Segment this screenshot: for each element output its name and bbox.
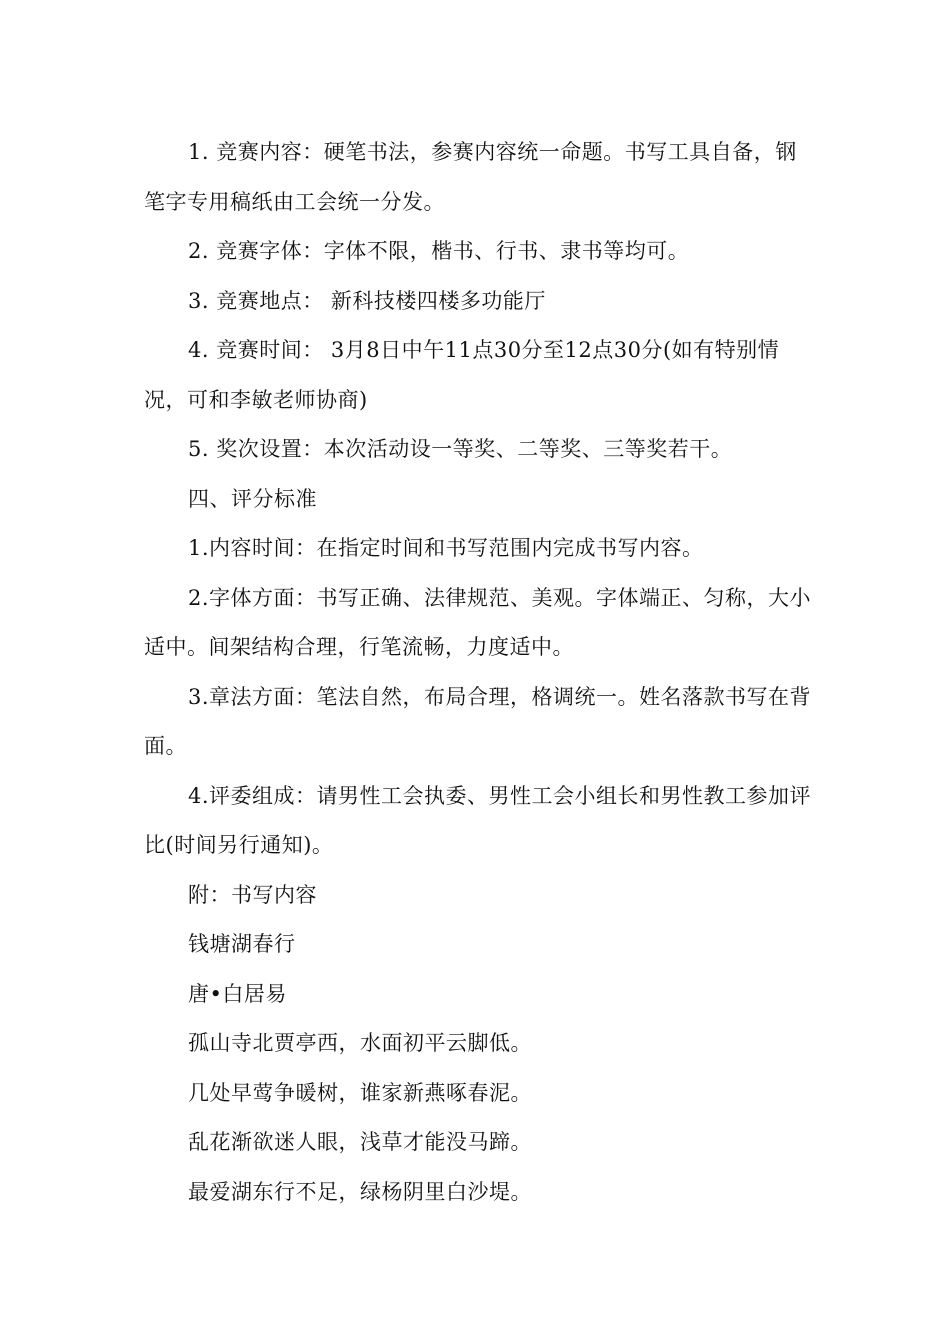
rule-awards-paragraph: 5. 奖次设置：本次活动设一等奖、二等奖、三等奖若干。 xyxy=(188,437,733,461)
poem-line-1: 孤山寺北贾亭西，水面初平云脚低。 xyxy=(188,1031,532,1055)
rule-time-paragraph: 4. 竞赛时间： 3月8日中午11点30分至12点30分(如有特别情况，可和李敏老师协商) xyxy=(144,338,780,412)
rule-font-paragraph: 2. 竞赛字体：字体不限，楷书、行书、隶书等均可。 xyxy=(188,239,690,263)
rule-content-paragraph: 1. 竞赛内容：硬笔书法，参赛内容统一命题。书写工具自备，钢笔字专用稿纸由工会统一分发。 xyxy=(144,140,797,214)
rule-location-paragraph: 3. 竞赛地点： 新科技楼四楼多功能厅 xyxy=(188,288,546,313)
scoring-judges: 4.评委组成：请男性工会执委、男性工会小组长和男性教工参加评比(时间另行通知)。 xyxy=(144,783,812,857)
poem-title: 钱塘湖春行 xyxy=(188,932,296,956)
poem-line-3: 乱花渐欲迷人眼，浅草才能没马蹄。 xyxy=(188,1130,532,1154)
scoring-font-aspect: 2.字体方面：书写正确、法律规范、美观。字体端正、匀称，大小适中。间架结构合理，行笔流畅，力度适中。 xyxy=(144,585,812,659)
appendix-heading: 附：书写内容 xyxy=(188,882,317,907)
poem-line-2: 几处早莺争暖树，谁家新燕啄春泥。 xyxy=(188,1080,532,1105)
document-body xyxy=(144,128,814,1217)
scoring-composition-aspect: 3.章法方面：笔法自然，布局合理，格调统一。姓名落款书写在背面。 xyxy=(144,684,812,758)
section-heading-scoring: 四、评分标准 xyxy=(188,486,317,511)
poem-author: 唐•白居易 xyxy=(188,981,287,1006)
poem-line-4: 最爱湖东行不足，绿杨阴里白沙堤。 xyxy=(188,1179,532,1204)
scoring-content-time: 1.内容时间：在指定时间和书写范围内完成书写内容。 xyxy=(188,536,704,560)
